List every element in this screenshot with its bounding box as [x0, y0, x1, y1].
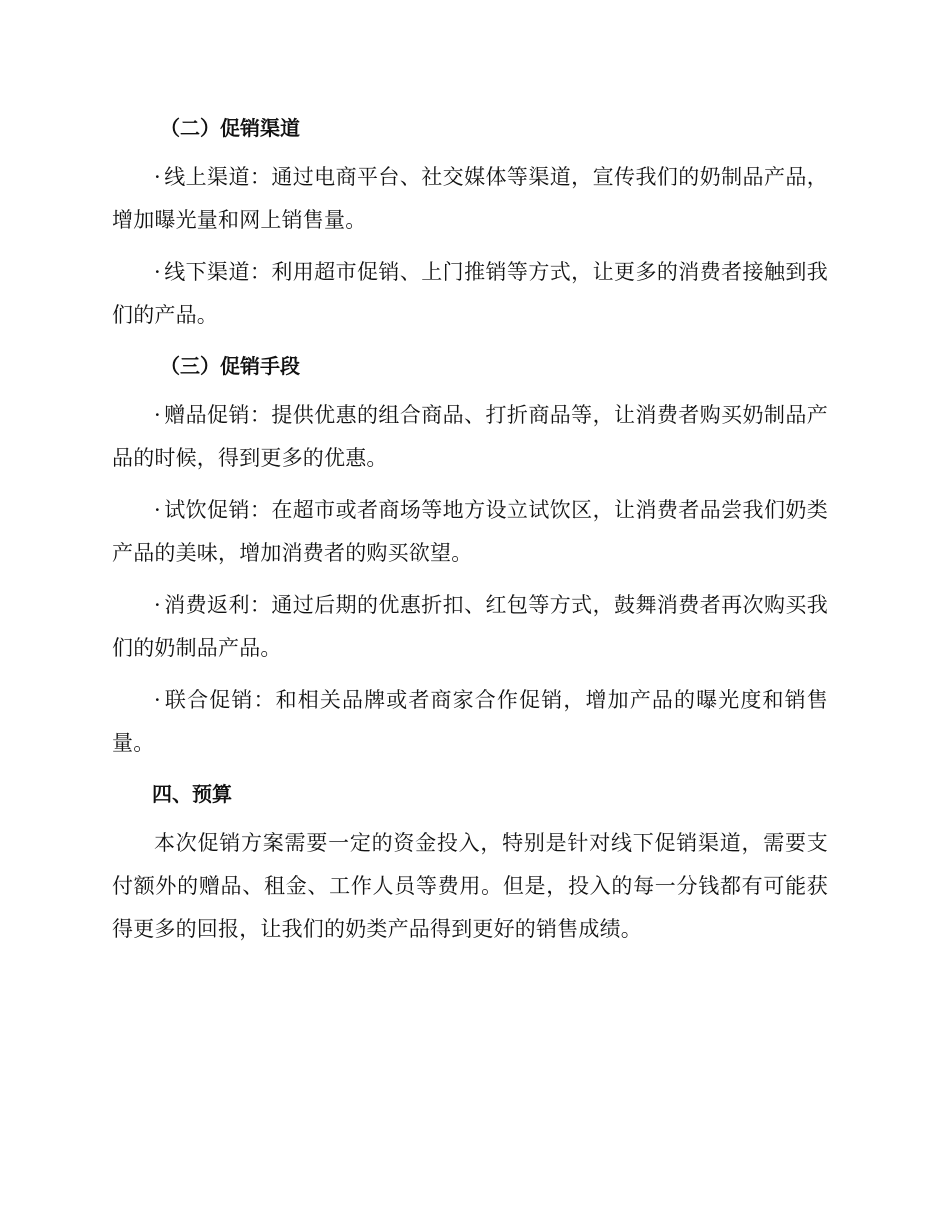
- document-body: [112, 108, 828, 960]
- budget-paragraph: 本次促销方案需要一定的资金投入，特别是针对线下促销渠道，需要支付额外的赠品、租金、工作人员等费用。但是，投入的每一分钱都有可能获得更多的回报，让我们的奶类产品得到更好的销售成绩。: [112, 831, 828, 941]
- bullet-text: 赠品促销：提供优惠的组合商品、打折商品等，让消费者购买奶制品产品的时候，得到更多的优惠。: [112, 403, 828, 470]
- bullet-tasting-promotion: [112, 489, 828, 575]
- subheading-promotion-methods: （三）促销手段: [160, 354, 300, 378]
- bullet-offline-channels: [112, 251, 828, 337]
- bullet-dot: ·: [154, 403, 161, 427]
- bullet-text: 试饮促销：在超市或者商场等地方设立试饮区，让消费者品尝我们奶类产品的美味，增加消费者的购买欲望。: [112, 498, 828, 565]
- bullet-dot: ·: [154, 688, 161, 712]
- bullet-text: 线下渠道：利用超市促销、上门推销等方式，让更多的消费者接触到我们的产品。: [112, 260, 828, 327]
- subheading-promotion-channels: （二）促销渠道: [160, 116, 300, 140]
- bullet-dot: ·: [154, 593, 161, 617]
- bullet-dot: ·: [154, 260, 161, 284]
- bullet-dot: ·: [154, 165, 161, 189]
- bullet-text: 联合促销：和相关品牌或者商家合作促销，增加产品的曝光度和销售量。: [112, 688, 828, 755]
- bullet-online-channels: [112, 156, 828, 242]
- bullet-text: 消费返利：通过后期的优惠折扣、红包等方式，鼓舞消费者再次购买我们的奶制品产品。: [112, 593, 828, 660]
- heading-budget: 四、预算: [152, 782, 232, 806]
- bullet-gift-promotion: [112, 394, 828, 480]
- bullet-consumption-rebate: [112, 584, 828, 670]
- bullet-dot: ·: [154, 498, 161, 522]
- bullet-text: 线上渠道：通过电商平台、社交媒体等渠道，宣传我们的奶制品产品，增加曝光量和网上销售量。: [112, 165, 828, 232]
- bullet-joint-promotion: [112, 679, 828, 765]
